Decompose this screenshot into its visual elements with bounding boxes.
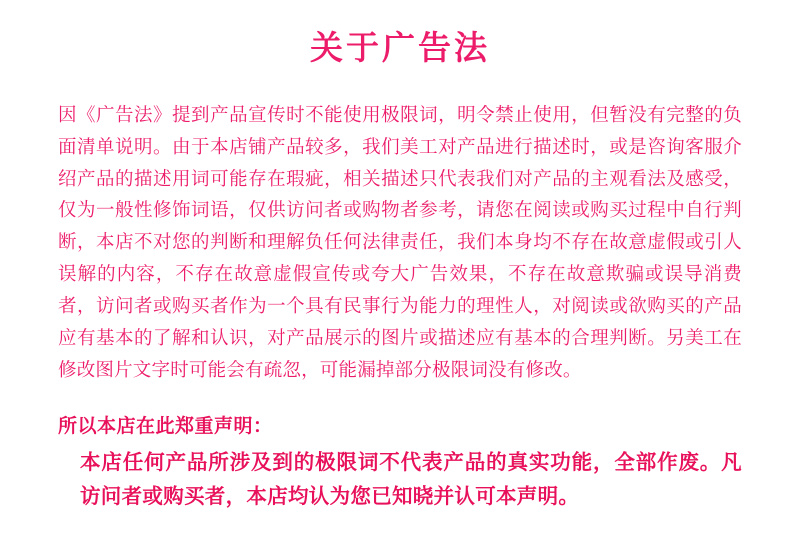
statement-section	[58, 411, 742, 512]
statement-body: 本店任何产品所涉及到的极限词不代表产品的真实功能，全部作废。凡访问者或购买者，本店均认为您已知晓并认可本声明。	[80, 451, 742, 508]
page-title: 关于广告法	[310, 29, 490, 66]
statement-heading: 所以本店在此郑重声明：	[58, 416, 273, 438]
body-paragraph: 因《广告法》提到产品宣传时不能使用极限词，明令禁止使用，但暂没有完整的负面清单说明。由于本店铺产品较多，我们美工对产品进行描述时，或是咨询客服介绍产品的描述用词可能存在瑕疵，相关描述只代表我们对产品的主观看法及感受，仅为一般性修饰词语，仅供访问者或购物者参考，请您在阅读或购买过程中自行判断，本店不对您的判断和理解负任何法律责任，我们本身均不存在故意虚假或引人误解的内容，不存在故意虚假宣传或夸大广告效果，不存在故意欺骗或误导消费者，访问者或购买者作为一个具有民事行为能力的理性人，对阅读或欲购买的产品应有基本的了解和认识，对产品展示的图片或描述应有基本的合理判断。另美工在修改图片文字时可能会有疏忽，可能漏掉部分极限词没有修改。	[58, 104, 742, 380]
body-section	[58, 99, 742, 385]
